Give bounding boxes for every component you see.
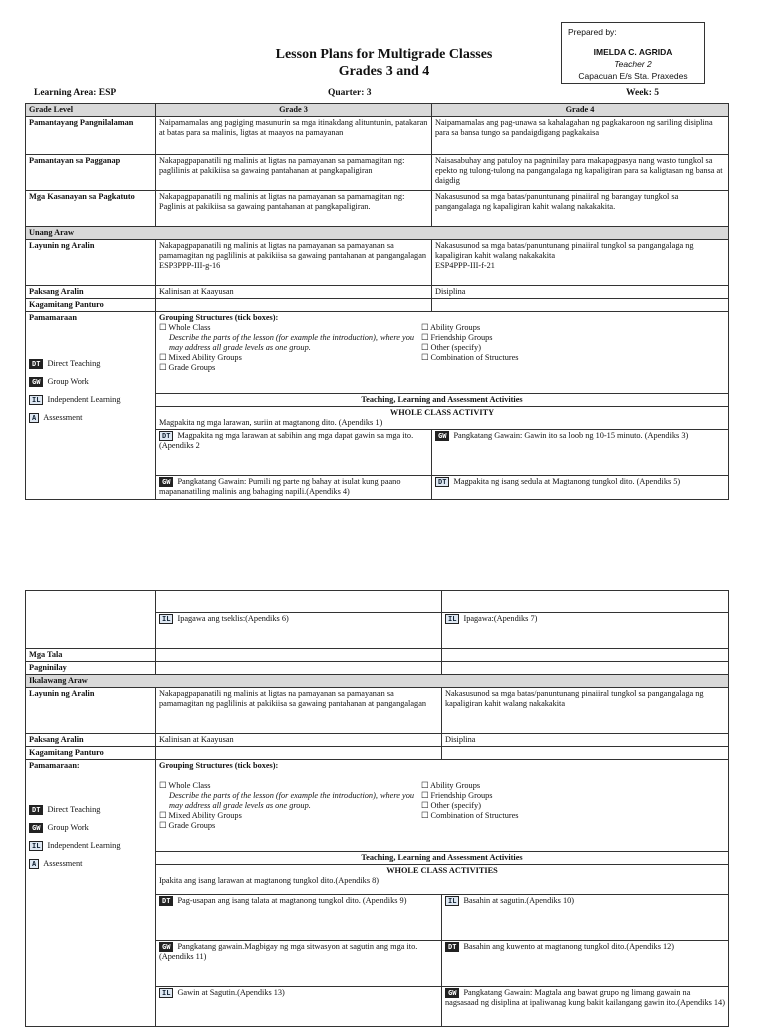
activity2-b-g4: DT Basahin ang kuwento at magtanong tungkol dito.(Apendiks 12) [442, 941, 729, 987]
independent-learning-icon: IL [159, 988, 173, 998]
activities-title-day1: Teaching, Learning and Assessment Activities [156, 394, 729, 407]
kagamitang-g3 [156, 299, 432, 312]
checkbox-mixed-ability[interactable]: ☐ Mixed Ability Groups [159, 353, 242, 362]
checkbox-friendship-groups-2[interactable]: ☐ Friendship Groups [421, 791, 493, 800]
grouping-structures-day2: Grouping Structures (tick boxes): ☐ Whole Class Describe the parts of the lesson (for example the introduction), where you may address all grade levels as one group. ☐ Mixed Ability Groups ☐ Grade Groups ☐ Ability Groups ☐ Friendship Groups ☐ Other (specify) ☐ Combination of Structures [156, 760, 729, 852]
activity-b-g3: GW Pangkatang Gawain: Pumili ng parte ng bahay at isulat kung paano mapananatiling malinis ang bahaging napili.(Apendiks 4) [156, 476, 432, 500]
checkbox-combination[interactable]: ☐ Combination of Structures [421, 353, 519, 362]
activity-a-g3: DT Magpakita ng mga larawan at sabihin ang mga dapat gawin sa mga ito.(Apendiks 2 [156, 430, 432, 476]
independent-learning-icon: IL [445, 614, 459, 624]
group-work-icon: GW [159, 477, 173, 487]
grade-level-header: Grade Level [26, 104, 156, 117]
direct-teaching-icon: DT [29, 359, 43, 369]
activity-a-g4: GW Pangkatang Gawain: Gawin ito sa loob ng 10-15 minuto. (Apendiks 3) [432, 430, 729, 476]
label-paksang: Paksang Aralin [26, 286, 156, 299]
independent-learning-icon: IL [29, 841, 43, 851]
label-kagamitang: Kagamitang Panturo [26, 299, 156, 312]
layunin-g3-text: Nakapagpapanatili ng malinis at ligtas na pamayanan sa pamayanan sa pamamagitan ng paglilinis at pakikiisa sa gawaing pantahanan at pangangalagan [159, 241, 427, 260]
preparer-role: Teacher 2 [614, 59, 652, 69]
legend-a: A Assessment [29, 413, 152, 423]
page-title: Lesson Plans for Multigrade Classes [275, 47, 493, 62]
whole-class-text: Magpakita ng mga larawan, suriin at magtanong dito. (Apendiks 1) [159, 418, 383, 427]
ikalawang-araw-header: Ikalawang Araw [26, 675, 729, 688]
whole-class-heading: WHOLE CLASS ACTIVITY [389, 408, 495, 417]
layunin-g4-code: ESP4PPP-III-f-21 [435, 261, 495, 270]
independent-learning-icon: IL [445, 896, 459, 906]
checkbox-grade-groups[interactable]: ☐ Grade Groups [159, 363, 216, 372]
label-pagganap: Pamantayan sa Pagganap [26, 155, 156, 191]
pagganap-g4: Naisasabuhay ang patuloy na pagninilay para makapagpasya nang wasto tungkol sa epekto ng tulong-tulong na pangangalaga ng kapaligiran para sa kaligtasan ng bansa at daigdig [432, 155, 729, 191]
layunin-g3 [156, 240, 432, 286]
preparer-school: Capacuan E/s Sta. Praxedes [578, 71, 688, 81]
grouping-structures-day1 [156, 312, 729, 394]
paksang-g4: Disiplina [432, 286, 729, 299]
group-work-icon: GW [445, 988, 459, 998]
label-pagninilay: Pagninilay [26, 662, 156, 675]
lesson-table-day2 [25, 590, 729, 1027]
label-pamantayang: Pamantayang Pangnilalaman [26, 117, 156, 155]
grouping-title: Grouping Structures (tick boxes): [159, 313, 279, 322]
checkbox-combination-2[interactable]: ☐ Combination of Structures [421, 811, 519, 820]
unang-araw-header: Unang Araw [26, 227, 729, 240]
assessment-icon: A [29, 413, 39, 423]
label-mga-tala: Mga Tala [26, 649, 156, 662]
lesson-table-day1 [25, 103, 729, 500]
label-pamamaraan: Pamamaraan [29, 313, 77, 322]
checkbox-mixed-ability-2[interactable]: ☐ Mixed Ability Groups [159, 811, 242, 820]
activity-c-g3: IL Ipagawa ang tseklis:(Apendiks 6) [156, 613, 442, 649]
week: Week: 5 [626, 88, 659, 98]
whole-class-activity-day1 [156, 407, 729, 430]
direct-teaching-icon: DT [445, 942, 459, 952]
checkbox-ability-groups[interactable]: ☐ Ability Groups [421, 323, 481, 332]
assessment-icon: A [29, 859, 39, 869]
direct-teaching-icon: DT [159, 896, 173, 906]
kasanayan-g3: Nakapagpapanatili ng malinis at ligtas na pamayanan sa pamamagitan ng: Paglinis at pakikiisa sa gawaing pantahanan at pangkapaligiran. [156, 191, 432, 227]
grade4-header: Grade 4 [432, 104, 729, 117]
layunin-g3-code: ESP3PPP-III-g-16 [159, 261, 221, 270]
quarter: Quarter: 3 [328, 88, 372, 98]
direct-teaching-icon: DT [435, 477, 449, 487]
paksang-g3: Kalinisan at Kaayusan [156, 286, 432, 299]
layunin-g4 [432, 240, 729, 286]
activity2-c-g3: IL Gawin at Sagutin.(Apendiks 13) [156, 987, 442, 1027]
pamamaraan-cell [26, 312, 156, 500]
label-pamamaraan-2: Pamamaraan: [29, 761, 80, 770]
activity2-c-g4: GW Pangkatang Gawain: Magtala ang bawat grupo ng limang gawain na nagsasaad ng disiplina at ipaliwanag kung bakit kailangang gawin ito.(Apendiks 14) [442, 987, 729, 1027]
independent-learning-icon: IL [29, 395, 43, 405]
checkbox-friendship-groups[interactable]: ☐ Friendship Groups [421, 333, 493, 342]
kagamitang-g4 [432, 299, 729, 312]
label-layunin-2: Layunin ng Aralin [26, 688, 156, 734]
activities-title-day2: Teaching, Learning and Assessment Activities [156, 852, 729, 865]
checkbox-whole-class[interactable]: ☐ Whole Class [159, 323, 211, 332]
legend-gw: GW Group Work [29, 377, 152, 387]
checkbox-other-2[interactable]: ☐ Other (specify) [421, 801, 481, 810]
pamantayang-g4: Naipamamalas ang pag-unawa sa kahalagahan ng pagkakaroon ng sariling disiplina para sa bansa tungo sa pandaigdigang pagkakaisa [432, 117, 729, 155]
activity2-a-g4: IL Basahin at sagutin.(Apendiks 10) [442, 895, 729, 941]
learning-area: Learning Area: ESP [34, 88, 117, 98]
checkbox-other[interactable]: ☐ Other (specify) [421, 343, 481, 352]
whole-class-activity-day2: WHOLE CLASS ACTIVITIES Ipakita ang isang larawan at magtanong tungkol dito.(Apendiks 8) [156, 865, 729, 895]
legend-il: IL Independent Learning [29, 395, 152, 405]
independent-learning-icon: IL [159, 614, 173, 624]
checkbox-ability-groups-2[interactable]: ☐ Ability Groups [421, 781, 481, 790]
legend-day1 [29, 359, 152, 423]
label-kagamitang-2: Kagamitang Panturo [26, 747, 156, 760]
kasanayan-g4: Nakasusunod sa mga batas/panuntunang pinaiiral ng barangay tungkol sa pangangalaga ng kapaligiran kahit walang nakakakita. [432, 191, 729, 227]
label-paksang-2: Paksang Aralin [26, 734, 156, 747]
group-work-icon: GW [29, 377, 43, 387]
group-work-icon: GW [435, 431, 449, 441]
page-subtitle: Grades 3 and 4 [338, 64, 430, 79]
prepared-label: Prepared by: [568, 27, 617, 37]
activity-c-g4: IL Ipagawa:(Apendiks 7) [442, 613, 729, 649]
grade3-header: Grade 3 [156, 104, 432, 117]
paksang2-g4: Disiplina [442, 734, 729, 747]
continued-left-cell [26, 591, 156, 649]
group-work-icon: GW [159, 942, 173, 952]
pagganap-g3: Nakapagpapanatili ng malinis at ligtas na pamayanan sa pamamagitan ng: paglilinis at pakikiisa sa gawaing pantahanan at pangkapaligiran [156, 155, 432, 191]
direct-teaching-icon: DT [29, 805, 43, 815]
checkbox-whole-class-2[interactable]: ☐ Whole Class [159, 781, 211, 790]
legend-dt: DT Direct Teaching [29, 359, 152, 369]
label-layunin: Layunin ng Aralin [26, 240, 156, 286]
preparer-name: IMELDA C. AGRIDA [593, 47, 673, 57]
paksang2-g3: Kalinisan at Kaayusan [156, 734, 442, 747]
group-work-icon: GW [29, 823, 43, 833]
activity2-a-g3: DT Pag-usapan ang isang talata at magtanong tungkol dito. (Apendiks 9) [156, 895, 442, 941]
checkbox-grade-groups-2[interactable]: ☐ Grade Groups [159, 821, 216, 830]
whole-class-description: Describe the parts of the lesson (for example the introduction), where you may address all grade levels as one group. [169, 333, 415, 352]
layunin2-g4: Nakasusunod sa mga batas/panuntunang pinaiiral tungkol sa pangangalaga ng kapaligiran kahit walang nakakakita [442, 688, 729, 734]
legend-day2: DT Direct Teaching GW Group Work IL Independent Learning A Assessment [29, 805, 152, 869]
layunin2-g3: Nakapagpapanatili ng malinis at ligtas na pamayanan sa pamayanan sa pamamagitan ng paglilinis at pakikiisa sa gawaing pantahanan at pangangalagan [156, 688, 442, 734]
activity2-b-g3: GW Pangkatang gawain.Magbigay ng mga sitwasyon at sagutin ang mga ito.(Apendiks 11) [156, 941, 442, 987]
activity-b-g4: DT Magpakita ng isang sedula at Magtanong tungkol dito. (Apendiks 5) [432, 476, 729, 500]
direct-teaching-icon: DT [159, 431, 173, 441]
label-kasanayan: Mga Kasanayan sa Pagkatuto [26, 191, 156, 227]
pamamaraan-cell-2 [26, 760, 156, 1027]
pamantayang-g3: Naipamamalas ang pagiging masunurin sa mga itinakdang alituntunin, patakaran at batas para sa malinis, ligtas at maayos na pamayanan [156, 117, 432, 155]
layunin-g4-text: Nakasusunod sa mga batas/panuntunang pinaiiral tungkol sa pangangalaga ng kapaligiran kahit walang nakakakita [435, 241, 694, 260]
